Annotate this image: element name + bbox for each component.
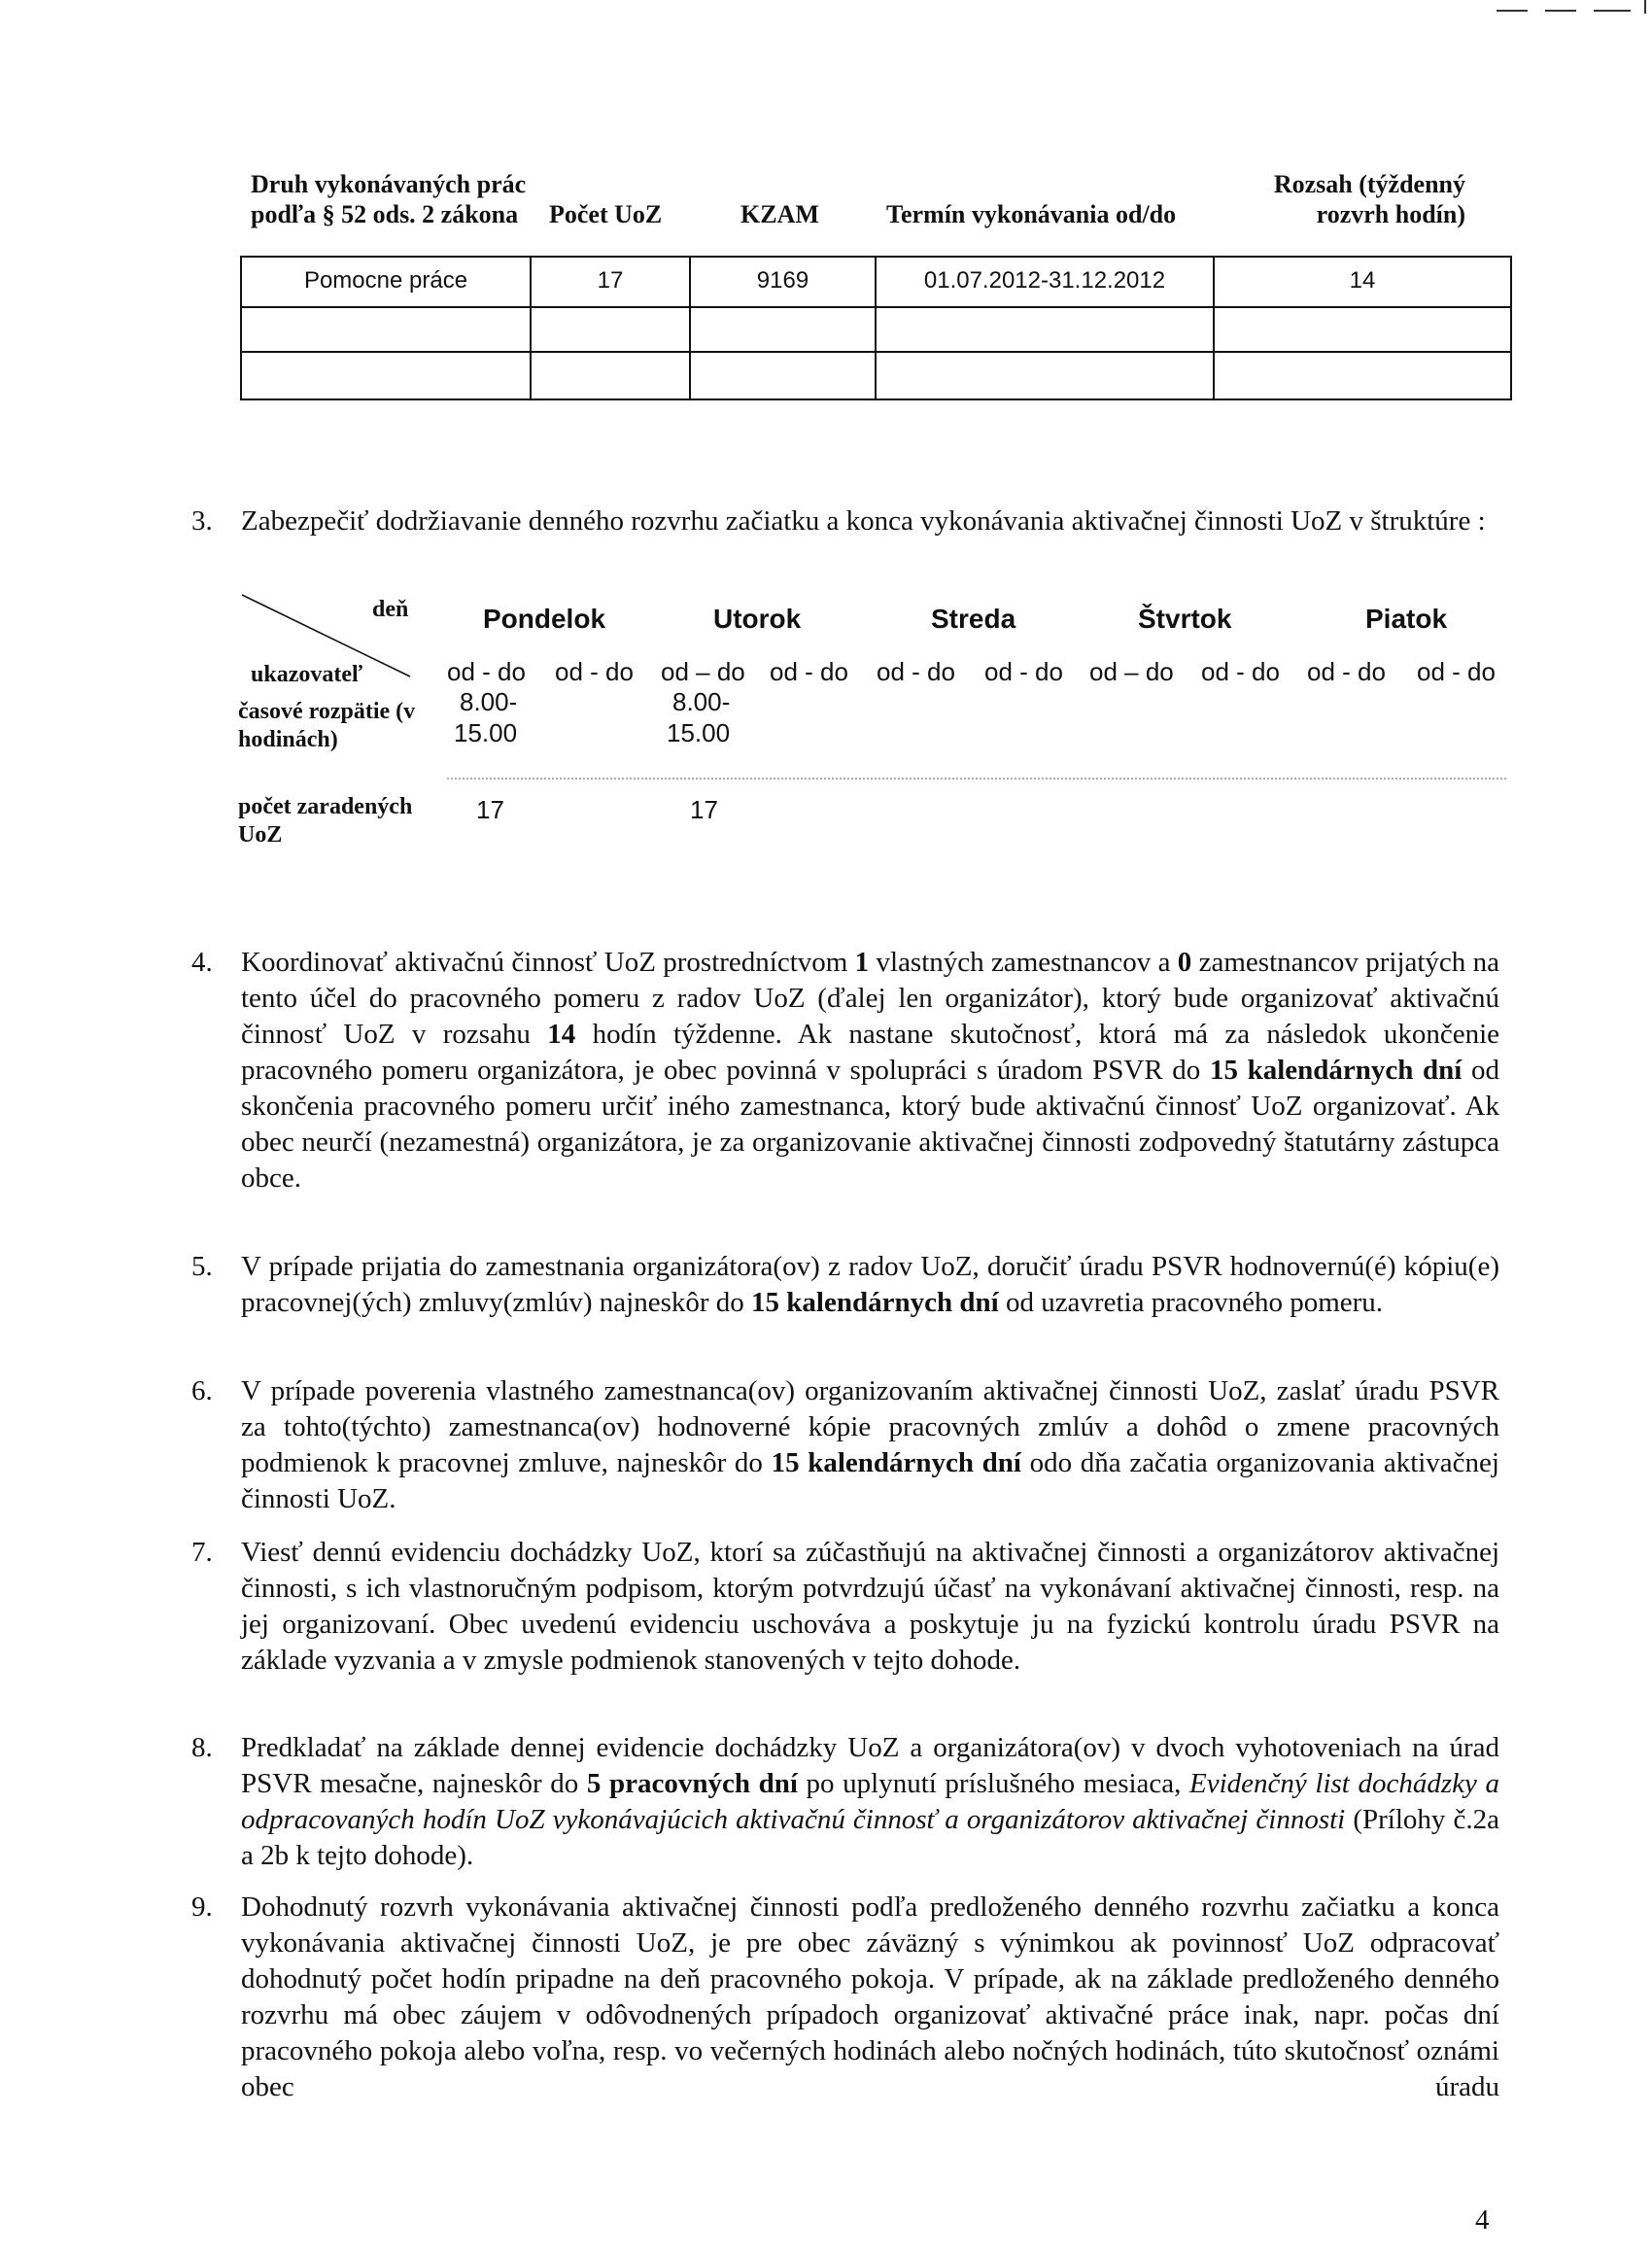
section-number: 7. bbox=[191, 1537, 213, 1568]
from-to-header: od - do bbox=[1417, 657, 1496, 686]
section-number: 4. bbox=[191, 947, 213, 978]
scan-mark bbox=[1497, 10, 1528, 12]
day-header-piatok: Piatok bbox=[1365, 604, 1448, 634]
cell-termin: 01.07.2012-31.12.2012 bbox=[923, 267, 1166, 294]
section-8-text: Predkladať na základe dennej evidencie dochádzky UoZ a organizátora(ov) v dvoch vyhotoveniach na úrad PSVR mesačne, najneskôr do 5 pracovných dní po uplynutí príslušného mesiaca, Evidenčný list dochádzky a odpracovaných hodín UoZ vykonávajúcich aktivačnú činnosť a organizátorov aktivačnej činnosti (Prílohy č.2a a 2b k tejto dohode). bbox=[241, 1732, 1499, 1871]
header-termin: Termín vykonávania od/do bbox=[886, 200, 1177, 228]
from-to-header: od - do bbox=[1307, 657, 1386, 686]
utorok-count: 17 bbox=[690, 795, 718, 824]
from-to-header: od – do bbox=[1089, 657, 1174, 686]
row-label-count: počet zaradených UoZ bbox=[238, 794, 413, 848]
from-to-header: od - do bbox=[1201, 657, 1280, 686]
day-header-streda: Streda bbox=[931, 604, 1016, 634]
header-kzam: KZAM bbox=[740, 200, 819, 228]
section-6-text: V prípade poverenia vlastného zamestnanca(ov) organizovaním aktivačnej činnosti UoZ, zaslať úradu PSVR za tohto(týchto) zamestnanca(ov) hodnoverné kópie pracovných zmlúv a dohôd o zmene pracovných podmienok k pracovnej zmluve, najneskôr do 15 kalendárnych dní odo dňa začatia organizovania aktivačnej činnosti UoZ. bbox=[241, 1375, 1499, 1514]
row-label-time: časové rozpätie (v hodinách) bbox=[238, 699, 416, 752]
corner-label-day: deň bbox=[372, 597, 409, 622]
cell-pocet: 17 bbox=[597, 267, 624, 294]
utorok-time-from: 8.00- bbox=[672, 687, 731, 716]
utorok-time-to: 15.00 bbox=[667, 718, 731, 747]
section-number: 6. bbox=[191, 1375, 213, 1406]
section-3-text: Zabezpečiť dodržiavanie denného rozvrhu začiatku a konca vykonávania aktivačnej činnosti UoZ v štruktúre : bbox=[241, 505, 1486, 537]
from-to-header: od - do bbox=[770, 657, 848, 686]
pondelok-time-from: 8.00- bbox=[460, 687, 518, 716]
section-5-text: V prípade prijatia do zamestnania organizátora(ov) z radov UoZ, doručiť úradu PSVR hodnovernú(é) kópiu(e) pracovnej(ých) zmluvy(zmlúv) najneskôr do 15 kalendárnych dní od uzavretia pracovného pomeru. bbox=[241, 1251, 1499, 1318]
pondelok-count: 17 bbox=[476, 795, 504, 824]
section-number: 3. bbox=[191, 505, 213, 537]
section-4-text: Koordinovať aktivačnú činnosť UoZ prostredníctvom 1 vlastných zamestnancov a 0 zamestnancov prijatých na tento účel do pracovného pomeru z radov UoZ (ďalej len organizátor), ktorý bude organizovať aktivačnú činnosť UoZ v rozsahu 14 hodín týždenne. Ak nastane skutočnosť, ktorá má za následok ukončenie pracovného pomeru organizátora, je obec povinná v spolupráci s úradom PSVR do 15 kalendárnych dní od skončenia pracovného pomeru určiť iného zamestnanca, ktorý bude aktivačnú činnosť UoZ organizovať. Ak obec neurčí (nezamestná) organizátora, je za organizovanie aktivačnej činnosti zodpovedný štatutárny zástupca obce. bbox=[241, 947, 1500, 1194]
corner-label-indicator: ukazovateľ bbox=[251, 662, 363, 687]
cell-druh: Pomocne práce bbox=[303, 267, 468, 294]
header-druh: Druh vykonávaných prác podľa § 52 ods. 2 zákona bbox=[251, 170, 527, 228]
header-rozsah: Rozsah (týždenný rozvrh hodín) bbox=[1273, 170, 1465, 228]
from-to-header: od - do bbox=[984, 657, 1063, 686]
day-header-pondelok: Pondelok bbox=[483, 604, 606, 634]
day-header-stvrtok: Štvrtok bbox=[1138, 604, 1232, 634]
header-pocet: Počet UoZ bbox=[549, 200, 663, 228]
scan-mark bbox=[1644, 0, 1646, 14]
cell-rozsah: 14 bbox=[1349, 267, 1376, 294]
from-to-header: od - do bbox=[877, 657, 955, 686]
page-number: 4 bbox=[1475, 2204, 1490, 2236]
scan-mark bbox=[1594, 10, 1631, 12]
row-divider bbox=[447, 778, 1506, 780]
from-to-header: od - do bbox=[447, 657, 526, 686]
day-header-utorok: Utorok bbox=[713, 604, 802, 634]
scan-mark bbox=[1545, 10, 1576, 12]
from-to-header: od – do bbox=[661, 657, 745, 686]
section-9-text: Dohodnutý rozvrh vykonávania aktivačnej činnosti podľa predloženého denného rozvrhu začiatku a konca vykonávania aktivačnej činnosti UoZ, je pre obec záväzný s výnimkou ak povinnosť UoZ odpracovať dohodnutý počet hodín pripadne na deň pracovného pokoja. V prípade, ak na základe predloženého denného rozvrhu má obec záujem v odôvodnených prípadoch organizovať aktivačné práce inak, napr. počas dní pracovného pokoja alebo voľna, resp. vo večerných hodinách alebo nočných hodinách, túto skutočnosť oznámi obec úradu bbox=[241, 1891, 1499, 2102]
section-number: 9. bbox=[191, 1891, 213, 1923]
cell-kzam: 9169 bbox=[756, 267, 809, 294]
section-7-text: Viesť dennú evidenciu dochádzky UoZ, ktorí sa zúčastňujú na aktivačnej činnosti a organizátorov aktivačnej činnosti, s ich vlastnoručným podpisom, ktorým potvrdzujú účasť na vykonávaní aktivačnej činnosti, resp. na jej organizovaní. Obec uvedenú evidenciu uschováva a poskytuje ju na fyzickú kontrolu úradu PSVR na základe vyzvania a v zmysle podmienok stanovených v tejto dohode. bbox=[241, 1537, 1499, 1676]
section-number: 8. bbox=[191, 1732, 213, 1763]
section-number: 5. bbox=[191, 1251, 213, 1282]
pondelok-time-to: 15.00 bbox=[454, 718, 518, 747]
from-to-header: od - do bbox=[555, 657, 634, 686]
